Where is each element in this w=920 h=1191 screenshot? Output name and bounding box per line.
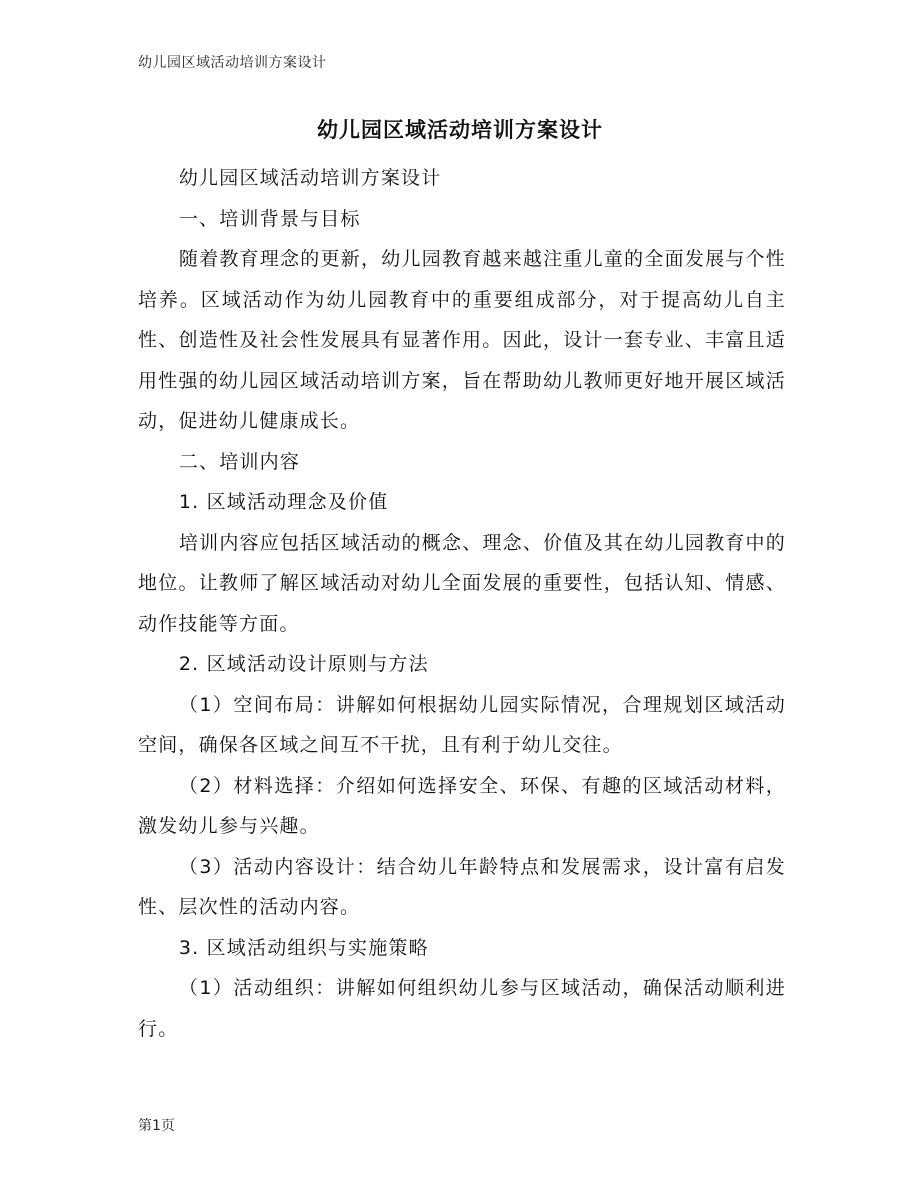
paragraph-space-layout: （1）空间布局：讲解如何根据幼儿园实际情况，合理规划区域活动空间，确保各区域之间互不干扰，且有利于幼儿交往。	[138, 693, 786, 756]
subheading-organization: 3. 区域活动组织与实施策略	[178, 936, 429, 959]
subheading-concept-value: 1. 区域活动理念及价值	[178, 491, 389, 513]
subheading-design-principles: 2. 区域活动设计原则与方法	[178, 653, 429, 675]
document-title: 幼儿园区域活动培训方案设计	[317, 118, 603, 142]
page-number: 第1页	[138, 1118, 175, 1134]
paragraph-activity-organization: （1）活动组织：讲解如何组织幼儿参与区域活动，确保活动顺利进行。	[138, 977, 786, 1040]
document-body	[138, 158, 786, 1049]
paragraph-activity-design: （3）活动内容设计：结合幼儿年龄特点和发展需求，设计富有启发性、层次性的活动内容。	[138, 855, 786, 918]
section-heading-background: 一、培训背景与目标	[178, 207, 361, 230]
section-heading-content: 二、培训内容	[178, 450, 301, 473]
paragraph-material-selection: （2）材料选择：介绍如何选择安全、环保、有趣的区域活动材料，激发幼儿参与兴趣。	[138, 774, 786, 837]
paragraph-concept-value: 培训内容应包括区域活动的概念、理念、价值及其在幼儿园教育中的地位。让教师了解区域活动对幼儿全面发展的重要性，包括认知、情感、动作技能等方面。	[138, 531, 786, 635]
running-header: 幼儿园区域活动培训方案设计	[138, 55, 327, 71]
paragraph-background: 随着教育理念的更新，幼儿园教育越来越注重儿童的全面发展与个性培养。区域活动作为幼儿园教育中的重要组成部分，对于提高幼儿自主性、创造性及社会性发展具有显著作用。因此，设计一套专业、丰富且适用性强的幼儿园区域活动培训方案，旨在帮助幼儿教师更好地开展区域活动，促进幼儿健康成长。	[138, 248, 786, 432]
subtitle-paragraph: 幼儿园区域活动培训方案设计	[178, 167, 442, 189]
